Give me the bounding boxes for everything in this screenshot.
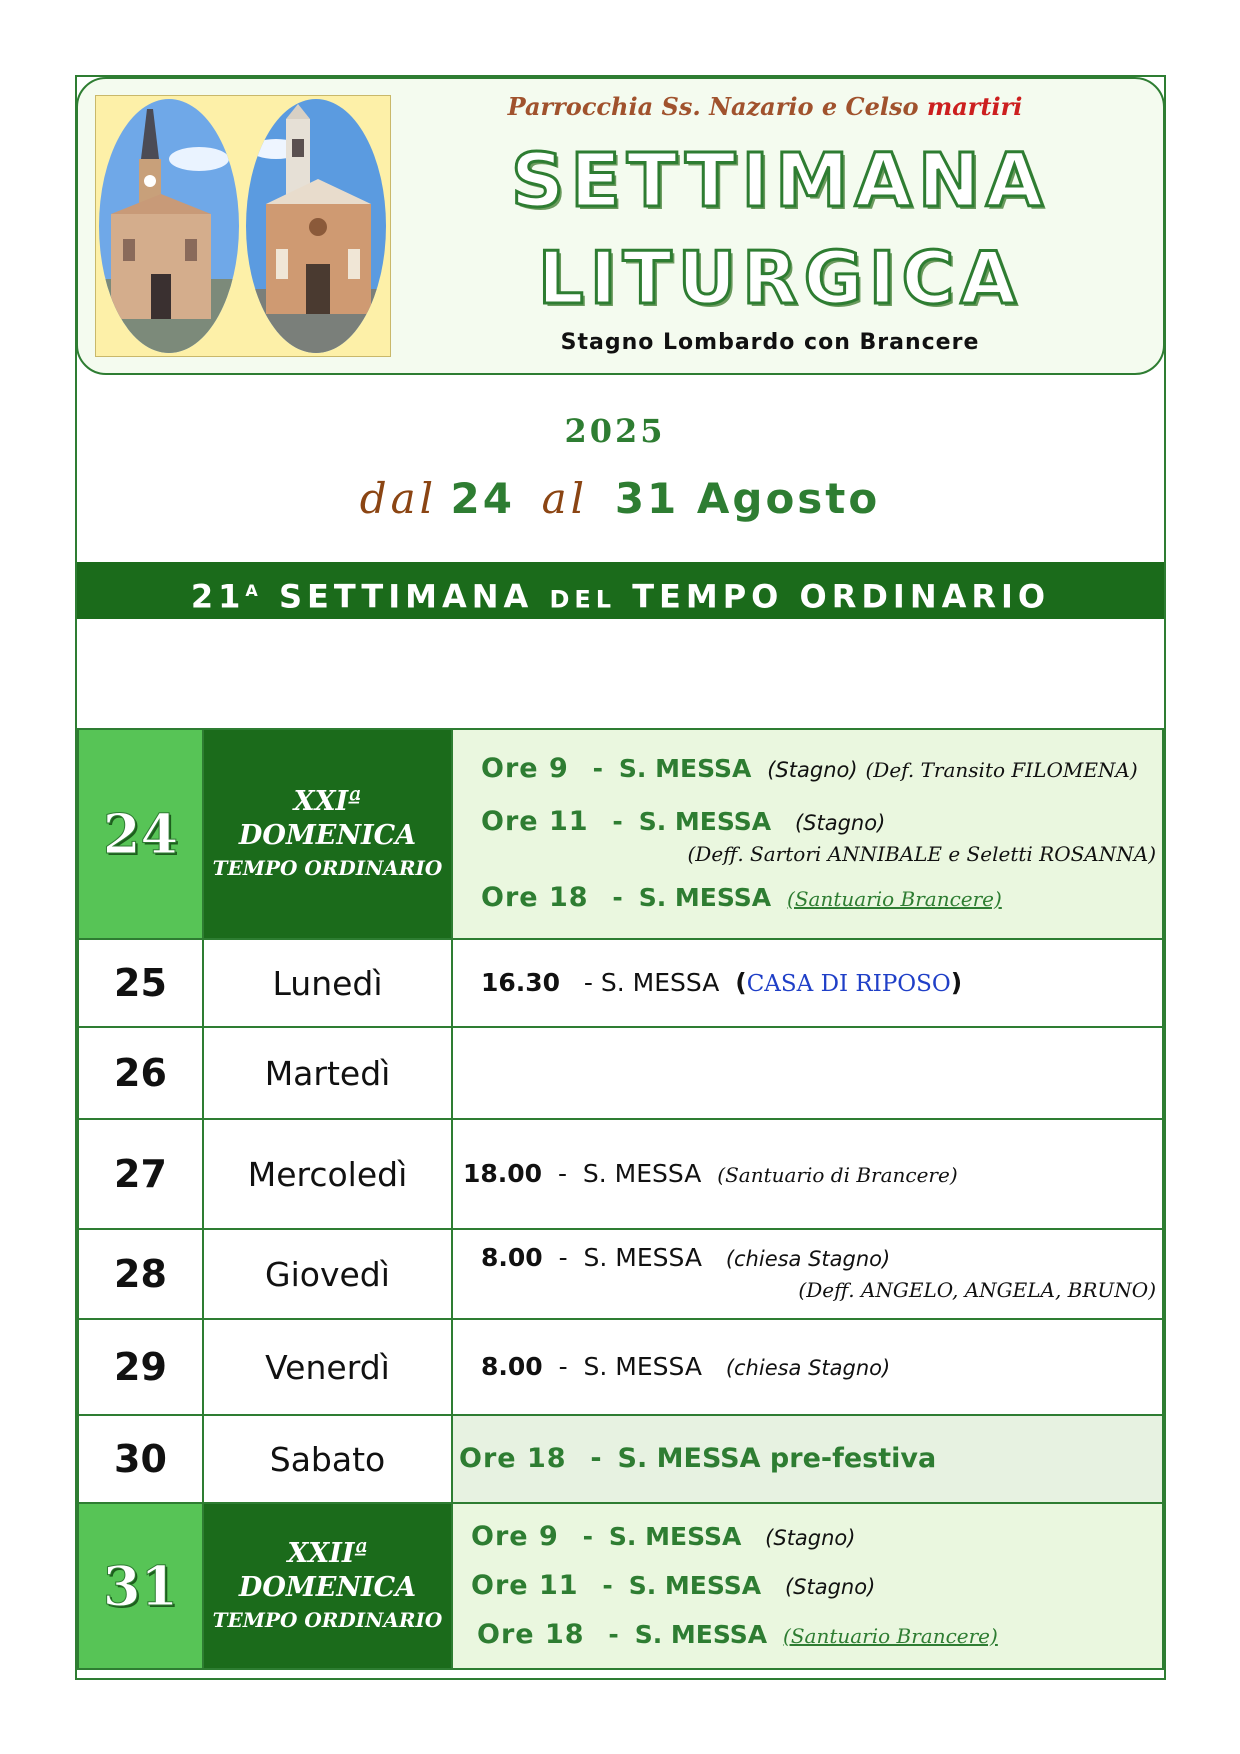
day-name: Giovedì — [203, 1229, 452, 1319]
events-cell — [452, 1229, 1163, 1319]
event-line: 18.00 - S. MESSA (Santuario di Brancere) — [463, 1158, 958, 1188]
day-number: 31 — [78, 1503, 203, 1669]
date-range: dal 24 al 31 Agosto — [359, 474, 881, 523]
table-row — [78, 729, 1163, 939]
table-row — [78, 1027, 1163, 1119]
church-photo-right — [246, 99, 386, 353]
event-note: (Deff. ANGELO, ANGELA, BRUNO) — [798, 1278, 1156, 1302]
feast-name: XXIIª DOMENICA TEMPO ORDINARIO — [203, 1503, 452, 1669]
table-row — [78, 1415, 1163, 1503]
week-banner: $21^A$ SETTIMANA DEL TEMPO ORDINARIO — [77, 562, 1164, 619]
church-photo-left — [99, 99, 239, 353]
event-line: 16.30 - S. MESSA (CASA DI RIPOSO) — [481, 967, 963, 997]
schedule-table — [77, 728, 1164, 1670]
event-line: Ore 18 - S. MESSA (Santuario Brancere) — [477, 1618, 998, 1650]
table-row — [78, 1503, 1163, 1669]
table-row — [78, 939, 1163, 1027]
table-row — [78, 1119, 1163, 1229]
events-cell — [452, 1415, 1163, 1503]
event-line: Ore 18 - S. MESSA (Santuario Brancere) — [481, 882, 1002, 913]
events-cell — [452, 1319, 1163, 1415]
day-number: 27 — [78, 1119, 203, 1229]
feast-name: XXIª DOMENICA TEMPO ORDINARIO — [203, 729, 452, 939]
churches-photo — [95, 95, 391, 357]
event-line: 8.00 - S. MESSA (chiesa Stagno) — [481, 1243, 891, 1272]
day-number: 29 — [78, 1319, 203, 1415]
events-cell — [452, 939, 1163, 1027]
day-name: Sabato — [203, 1415, 452, 1503]
events-cell — [452, 1027, 1163, 1119]
table-row — [78, 1319, 1163, 1415]
title-liturgica: LITURGICA — [537, 236, 1023, 320]
event-line: Ore 9 - S. MESSA (Stagno) — [471, 1520, 856, 1552]
parish-martiri: martiri — [926, 92, 1023, 121]
events-cell — [452, 1119, 1163, 1229]
day-name: Mercoledì — [203, 1119, 452, 1229]
day-number: 25 — [78, 939, 203, 1027]
day-name: Lunedì — [203, 939, 452, 1027]
event-note: (Deff. Sartori ANNIBALE e Seletti ROSANNA) — [687, 842, 1156, 866]
events-cell — [452, 729, 1163, 939]
place-subtitle: Stagno Lombardo con Brancere — [560, 330, 980, 355]
day-number: 26 — [78, 1027, 203, 1119]
year: 2025 — [564, 412, 666, 450]
event-line: Ore 18 - S. MESSA pre-festiva — [459, 1443, 937, 1474]
event-line: Ore 11 - S. MESSA (Stagno) — [481, 806, 886, 837]
day-number: 30 — [78, 1415, 203, 1503]
event-line: Ore 9 - S. MESSA (Stagno) (Def. Transito FILOMENA) — [481, 753, 1138, 784]
day-name: Venerdì — [203, 1319, 452, 1415]
events-cell — [452, 1503, 1163, 1669]
day-name: Martedì — [203, 1027, 452, 1119]
title-settimana: SETTIMANA — [510, 138, 1050, 224]
table-row — [78, 1229, 1163, 1319]
event-line: Ore 11 - S. MESSA (Stagno) — [471, 1569, 876, 1601]
day-number: 24 — [78, 729, 203, 939]
event-line: 8.00 - S. MESSA (chiesa Stagno) — [481, 1351, 891, 1381]
day-number: 28 — [78, 1229, 203, 1319]
parish-name: Parrocchia Ss. Nazario e Celso martiri — [507, 92, 1023, 121]
